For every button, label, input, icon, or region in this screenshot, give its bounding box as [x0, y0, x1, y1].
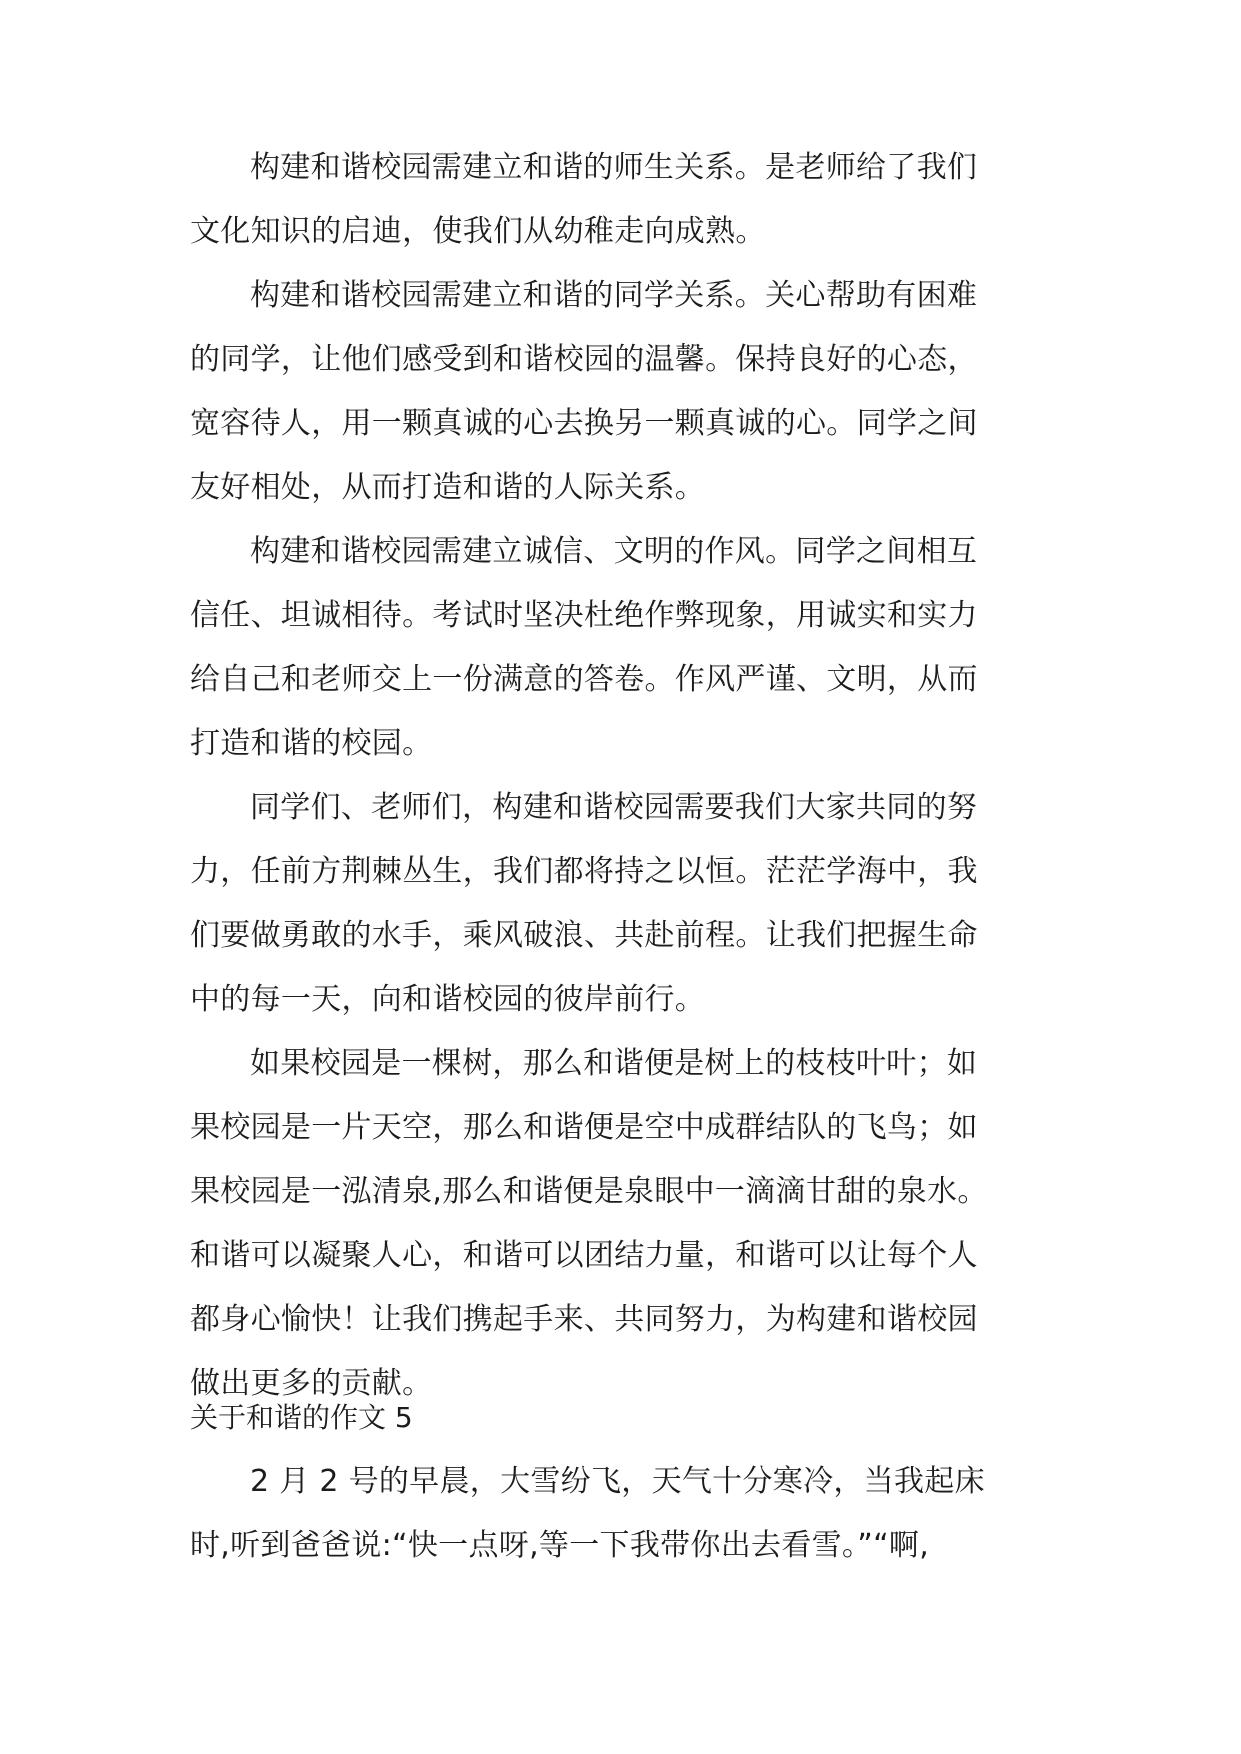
- paragraph-metaphor: [190, 1032, 1070, 1416]
- paragraph-line: 果校园是一片天空，那么和谐便是空中成群结队的飞鸟；如: [190, 1110, 978, 1145]
- paragraph-line: 们要做勇敢的水手，乘风破浪、共赴前程。让我们把握生命: [190, 918, 978, 953]
- paragraph-line: 给自己和老师交上一份满意的答卷。作风严谨、文明，从而: [190, 662, 978, 697]
- paragraph-line: 信任、坦诚相待。考试时坚决杜绝作弊现象，用诚实和实力: [190, 598, 978, 633]
- section-heading-block: [190, 1386, 1070, 1450]
- paragraph-line: 果校园是一泓清泉,那么和谐便是泉眼中一滴滴甘甜的泉水。: [190, 1174, 988, 1209]
- paragraph-line: 构建和谐校园需建立和谐的师生关系。是老师给了我们: [250, 150, 978, 185]
- paragraph-line: 友好相处，从而打造和谐的人际关系。: [190, 470, 706, 505]
- paragraph-effort: [190, 776, 1070, 1032]
- paragraph-line: 时,听到爸爸说:“快一点呀,等一下我带你出去看雪。”“啊,: [190, 1528, 930, 1563]
- paragraph-line: 构建和谐校园需建立和谐的同学关系。关心帮助有困难: [250, 278, 978, 313]
- paragraph-line: 做出更多的贡献。: [190, 1366, 433, 1401]
- paragraph-line: 都身心愉快！让我们携起手来、共同努力，为构建和谐校园: [190, 1302, 978, 1337]
- paragraph-line: 和谐可以凝聚人心，和谐可以团结力量，和谐可以让每个人: [190, 1238, 978, 1273]
- paragraph-snow-morning: [190, 1450, 1070, 1578]
- paragraph-line: 力，任前方荆棘丛生，我们都将持之以恒。茫茫学海中，我: [190, 854, 978, 889]
- paragraph-line: 宽容待人，用一颗真诚的心去换另一颗真诚的心。同学之间: [190, 406, 978, 441]
- paragraph-line: 构建和谐校园需建立诚信、文明的作风。同学之间相互: [250, 534, 978, 569]
- paragraph-teacher-student: [190, 136, 1070, 264]
- paragraph-integrity: [190, 520, 1070, 776]
- paragraph-line: 文化知识的启迪，使我们从幼稚走向成熟。: [190, 214, 766, 249]
- paragraph-line: 的同学，让他们感受到和谐校园的温馨。保持良好的心态，: [190, 342, 978, 377]
- paragraph-line: 同学们、老师们，构建和谐校园需要我们大家共同的努: [250, 790, 978, 825]
- section-heading: 关于和谐的作文 5: [190, 1401, 413, 1434]
- paragraph-line: 如果校园是一棵树，那么和谐便是树上的枝枝叶叶；如: [250, 1046, 978, 1081]
- paragraph-classmates: [190, 264, 1070, 520]
- paragraph-line: 2 月 2 号的早晨，大雪纷飞，天气十分寒冷，当我起床: [250, 1464, 985, 1499]
- paragraph-line: 打造和谐的校园。: [190, 726, 433, 761]
- paragraph-line: 中的每一天，向和谐校园的彼岸前行。: [190, 982, 706, 1017]
